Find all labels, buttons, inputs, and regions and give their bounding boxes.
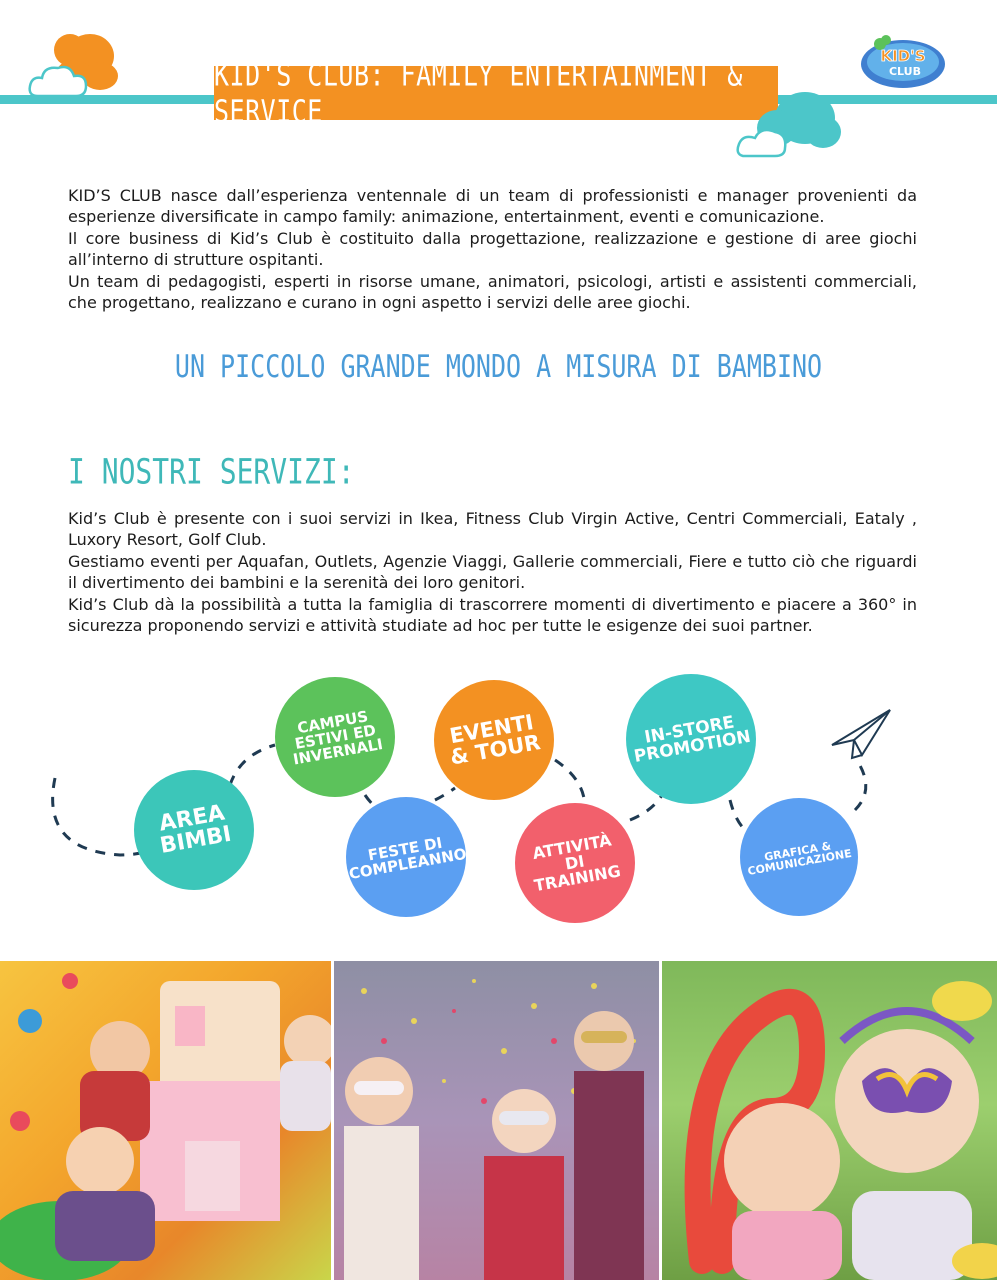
services-diagram (0, 650, 997, 950)
services-paragraph: Kid’s Club dà la possibilità a tutta la famiglia di trascorrere momenti di divertimento e piacere a 360° in sicurezza proponendo servizi e attività studiate ad hoc per tutte le esigenze dei suoi partner. (68, 594, 917, 636)
paper-plane-icon (832, 710, 890, 758)
logo-text-top: KID'S (880, 47, 926, 65)
intro-text (68, 185, 917, 313)
service-circle-instore: IN-STORE PROMOTION (626, 674, 756, 804)
clouds-top-left-decoration (20, 28, 120, 98)
service-circle-grafica: GRAFICA & COMUNICAZIONE (740, 798, 858, 916)
intro-paragraph: KID’S CLUB nasce dall’esperienza ventennale di un team di professionisti e manager provenienti da esperienze diversificate in campo family: animazione, entertainment, eventi e comunicazione. (68, 186, 917, 227)
cloud-right-decoration (735, 80, 845, 160)
page-title: KID'S CLUB: FAMILY ENTERTAINMENT & SERVICE (214, 56, 743, 130)
logo-text-bottom: CLUB (888, 65, 922, 78)
children-playing-photo (0, 961, 331, 1280)
face-painting-photo (662, 961, 997, 1280)
tagline: UN PICCOLO GRANDE MONDO A MISURA DI BAMBINO (174, 348, 823, 385)
carnival-party-photo (334, 961, 659, 1280)
header-banner (214, 56, 778, 130)
service-circle-eventi: EVENTI & TOUR (434, 680, 554, 800)
intro-paragraph: Il core business di Kid’s Club è costituito dalla progettazione, realizzazione e gestione di aree giochi all’interno di strutture ospitanti. (68, 228, 917, 270)
service-circle-training: ATTIVITÀ DI TRAINING (515, 803, 635, 923)
services-paragraph: Kid’s Club è presente con i suoi servizi in Ikea, Fitness Club Virgin Active, Centri Commerciali, Eataly , Luxory Resort, Golf Club. (68, 509, 917, 550)
kids-club-logo (858, 28, 948, 90)
intro-paragraph: Un team di pedagogisti, esperti in risorse umane, animatori, psicologi, artisti e assistenti commerciali, che progettano, realizzano e curano in ogni aspetto i servizi delle aree giochi. (68, 271, 917, 313)
service-circle-area-bimbi: AREA BIMBI (134, 770, 254, 890)
services-paragraph: Gestiamo eventi per Aquafan, Outlets, Agenzie Viaggi, Gallerie commerciali, Fiere e tutto ciò che riguardi il divertimento dei bambini e la serenità dei loro genitori. (68, 551, 917, 593)
services-text (68, 508, 917, 636)
service-circle-feste: FESTE DI COMPLEANNO (346, 797, 466, 917)
photo-strip (0, 961, 997, 1280)
services-heading: I NOSTRI SERVIZI: (68, 451, 355, 493)
service-circle-campus: CAMPUS ESTIVI ED INVERNALI (275, 677, 395, 797)
